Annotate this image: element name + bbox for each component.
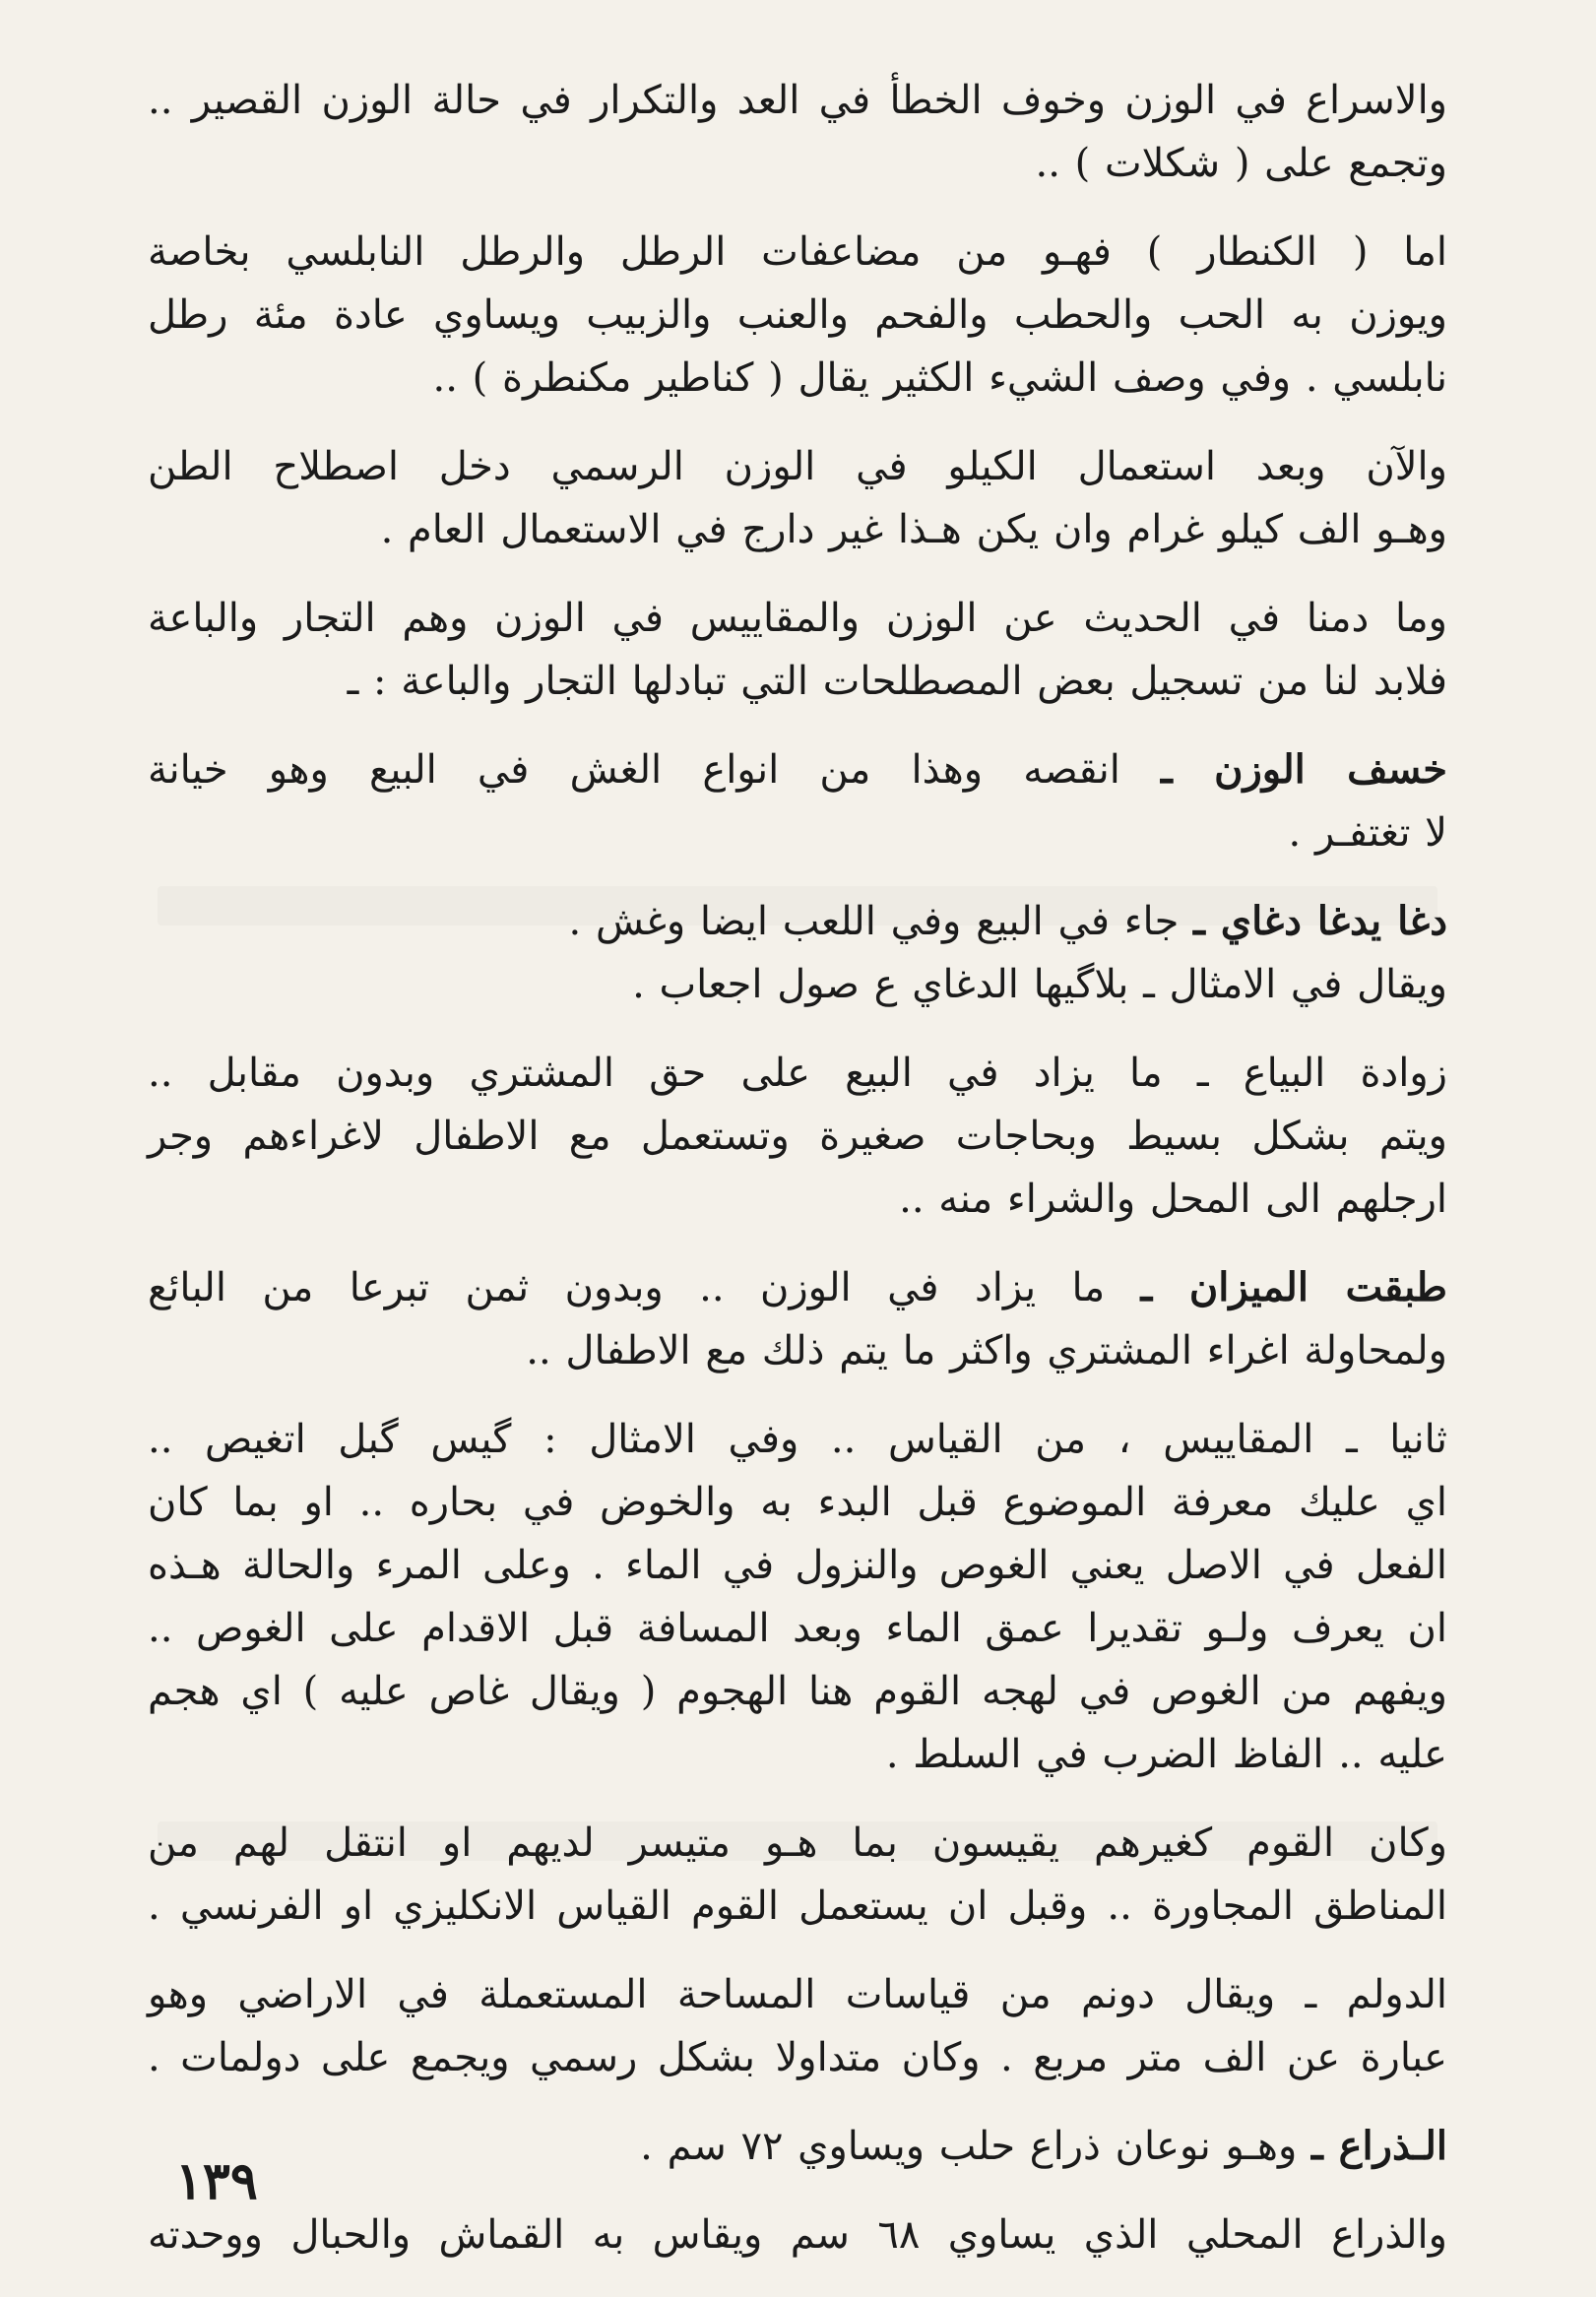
line-text: جاء في البيع وفي اللعب ايضا وغش . (568, 899, 1194, 944)
text-line (148, 1660, 1447, 1723)
text-line (148, 587, 1447, 650)
paragraph (148, 1042, 1447, 1231)
text-line (148, 1812, 1447, 1875)
text-line (148, 1597, 1447, 1660)
line-text: ارجلهم الى المحل والشراء منه .. (899, 1177, 1447, 1222)
book-page-text (148, 69, 1448, 2258)
text-line (148, 1723, 1447, 1786)
paragraph (148, 1812, 1447, 1938)
text-line (148, 1875, 1447, 1938)
line-text: ان يعرف ولـو تقديرا عمق الماء وبعد المسافة قبل الاقدام على الغوص .. (148, 1606, 1447, 1651)
line-text: نابلسي . وفي وصف الشيء الكثير يقال ( كناطير مكنطرة ) .. (432, 355, 1447, 401)
glossary-term: خسف الوزن ـ (1161, 746, 1447, 793)
line-text: اي عليك معرفة الموضوع قبل البدء به والخوض في بحاره .. او بما كان (148, 1480, 1447, 1525)
text-line (148, 1471, 1447, 1534)
text-line (148, 1168, 1447, 1231)
line-text: ما يزاد في الوزن .. وبدون ثمن تبرعا من البائع (148, 1265, 1141, 1310)
text-line (148, 69, 1447, 132)
text-line (148, 801, 1447, 864)
paragraph (148, 1408, 1447, 1786)
text-line (148, 738, 1447, 801)
paragraph (148, 738, 1447, 864)
text-line (148, 1042, 1447, 1105)
paragraph (148, 221, 1447, 410)
line-text: وهـو الف كيلو غرام وان يكن هـذا غير دارج في الاستعمال العام . (380, 507, 1447, 552)
text-line (148, 498, 1447, 561)
text-line (148, 1319, 1447, 1382)
text-line (148, 1534, 1447, 1597)
line-text: وكان القوم كغيرهم يقيسون بما هـو متيسر لديهم او انتقل لهم من (148, 1820, 1447, 1866)
text-line (148, 347, 1447, 410)
line-text: والآن وبعد استعمال الكيلو في الوزن الرسمي دخل اصطلاح الطن (148, 444, 1447, 489)
line-text: زوادة البياع ـ ما يزاد في البيع على حق المشتري وبدون مقابل .. (148, 1051, 1447, 1096)
line-text: لا تغتفـر . (1288, 810, 1447, 856)
text-line (148, 1256, 1447, 1319)
line-text: ثانيا ـ المقاييس ، من القياس .. وفي الامثال : گيس گبل اتغيص .. (148, 1417, 1448, 1462)
glossary-term: طبقت الميزان ـ (1140, 1264, 1448, 1310)
text-line (148, 2115, 1447, 2178)
line-text: المناطق المجاورة .. وقبل ان يستعمل القوم القياس الانكليزي او الفرنسي . (148, 1883, 1447, 1929)
line-text: فلابد لنا من تسجيل بعض المصطلحات التي تبادلها التجار والباعة : ـ (347, 659, 1447, 704)
page-number: ١٣٩ (175, 2151, 258, 2211)
glossary-term: دغا يدغا دغاي ـ (1193, 898, 1447, 944)
line-text: اما ( الكنطار ) فهـو من مضاعفات الرطل والرطل النابلسي بخاصة (148, 229, 1447, 275)
text-line (148, 890, 1447, 953)
line-text: ويوزن به الحب والحطب والفحم والعنب والزبيب ويساوي عادة مئة رطل (148, 292, 1447, 338)
line-text: وهـو نوعان ذراع حلب ويساوي ٧٢ سم . (640, 2124, 1312, 2169)
paragraph (148, 890, 1447, 1016)
glossary-term: الـذراع ـ (1311, 2123, 1447, 2169)
line-text: الفعل في الاصل يعني الغوص والنزول في الماء . وعلى المرء والحالة هـذه (148, 1543, 1447, 1588)
text-line (148, 284, 1447, 347)
line-text: ويقال في الامثال ـ بلاگيها الدغاي ع صول اجعاب . (632, 962, 1447, 1007)
text-line (148, 1963, 1447, 2026)
text-line (148, 953, 1447, 1016)
paragraph (148, 587, 1447, 713)
paragraph (148, 1963, 1447, 2089)
text-line (148, 1105, 1447, 1168)
text-line (148, 1408, 1447, 1471)
text-line (148, 2203, 1447, 2266)
line-text: الدولم ـ ويقال دونم من قياسات المساحة المستعملة في الاراضي وهو (148, 1972, 1447, 2017)
line-text: وتجمع على ( شكلات ) .. (1035, 141, 1447, 186)
paragraph (148, 69, 1447, 195)
text-line (148, 221, 1447, 284)
line-text: والذراع المحلي الذي يساوي ٦٨ سم ويقاس به القماش والحبال ووحدته (148, 2212, 1447, 2258)
paragraph (148, 435, 1447, 561)
line-text: ولمحاولة اغراء المشتري واكثر ما يتم ذلك مع الاطفال .. (526, 1328, 1447, 1373)
text-line (148, 650, 1447, 713)
paragraph (148, 1256, 1447, 1382)
line-text: عبارة عن الف متر مربع . وكان متداولا بشكل رسمي ويجمع على دولمات . (148, 2035, 1447, 2080)
line-text: ويتم بشكل بسيط وبحاجات صغيرة وتستعمل مع الاطفال لاغراءهم وجر (148, 1114, 1447, 1159)
line-text: ويفهم من الغوص في لهجه القوم هنا الهجوم ( ويقال غاص عليه ) اي هجم (148, 1669, 1448, 1714)
paragraph (148, 2115, 1447, 2178)
text-line (148, 132, 1447, 195)
paragraph (148, 2203, 1447, 2266)
line-text: عليه .. الفاظ الضرب في السلط . (885, 1732, 1447, 1777)
line-text: وما دمنا في الحديث عن الوزن والمقاييس في الوزن وهم التجار والباعة (148, 596, 1447, 641)
line-text: انقصه وهذا من انواع الغش في البيع وهو خيانة (148, 747, 1161, 793)
text-line (148, 435, 1447, 498)
text-line (148, 2026, 1447, 2089)
line-text: والاسراع في الوزن وخوف الخطأ في العد والتكرار في حالة الوزن القصير .. (148, 78, 1447, 123)
